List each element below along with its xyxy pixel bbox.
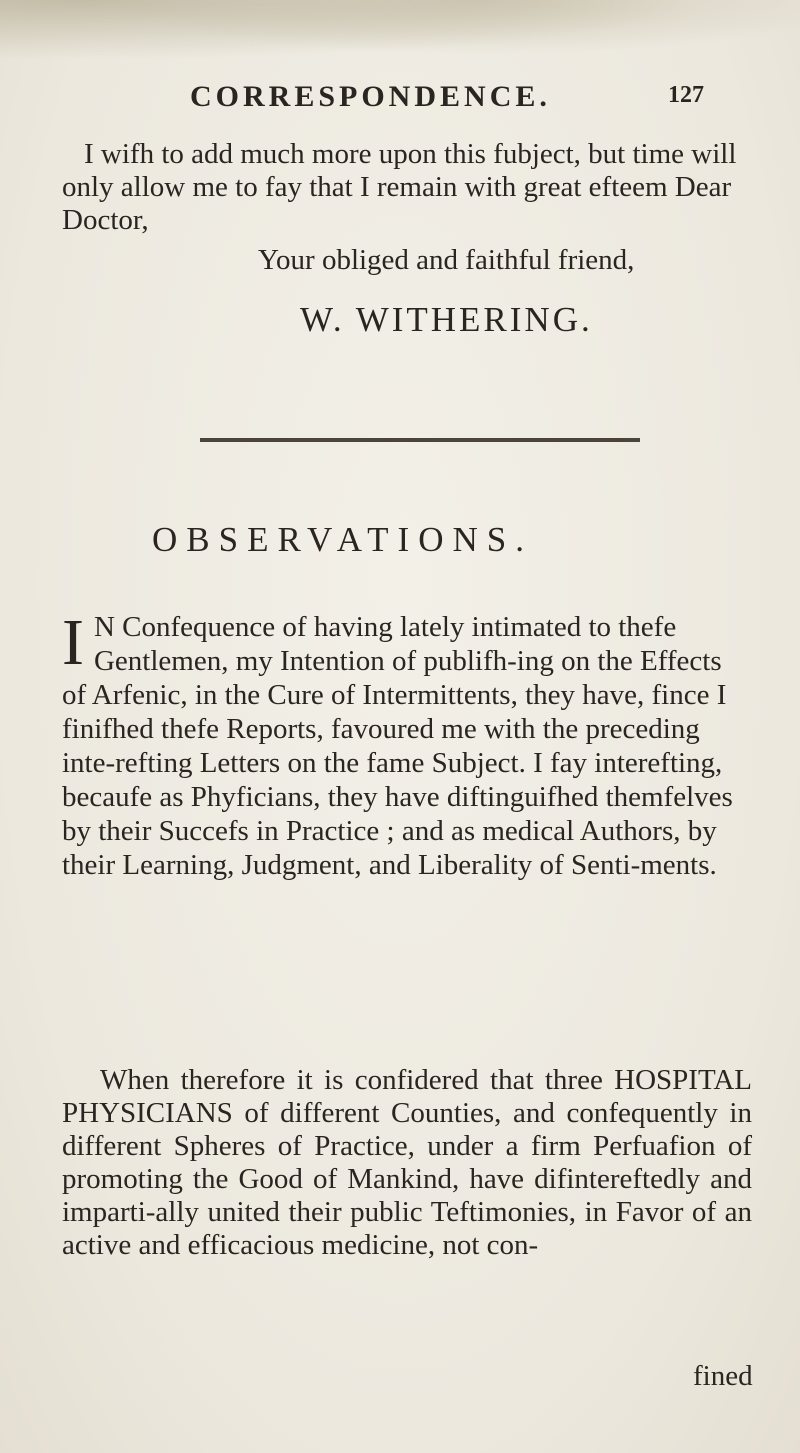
section-title: OBSERVATIONS. (152, 520, 533, 559)
page-stain (0, 0, 800, 70)
section-divider (200, 438, 640, 442)
page-number: 127 (668, 82, 704, 108)
letter-closing: Your obliged and faithful friend, (258, 244, 635, 276)
observations-paragraph-2: When therefore it is confidered that three HOSPITAL PHYSICIANS of different Counties, and confequently in different Spheres of Practice, under a firm Perfuafion of promoting the Good of Mankind, have difintereftedly and imparti-ally united their public Teftimonies, in Favor of an active and efficacious medicine, not con- (62, 1064, 752, 1261)
letter-final-paragraph: I wifh to add much more upon this fubject, but time will only allow me to fay that I remain with great efteem Dear Doctor, (62, 138, 737, 236)
running-title: CORRESPONDENCE. (190, 80, 551, 113)
observations-paragraph-1-text: N Confequence of having lately intimated to thefe Gentlemen, my Intention of publifh-ing on the Effects of Arfenic, in the Cure of Intermittents, they have, fince I finifhed thefe Reports, favoured me with the preceding inte-refting Letters on the fame Subject. I fay interefting, becaufe as Phyficians, they have diftinguifhed themfelves by their Succefs in Practice ; and as medical Authors, by their Learning, Judgment, and Liberality of Senti-ments. (62, 611, 733, 881)
drop-cap: I (62, 606, 84, 679)
catchword: fined (693, 1360, 753, 1392)
signature: W. WITHERING. (300, 300, 593, 339)
observations-paragraph-1 (62, 606, 752, 882)
